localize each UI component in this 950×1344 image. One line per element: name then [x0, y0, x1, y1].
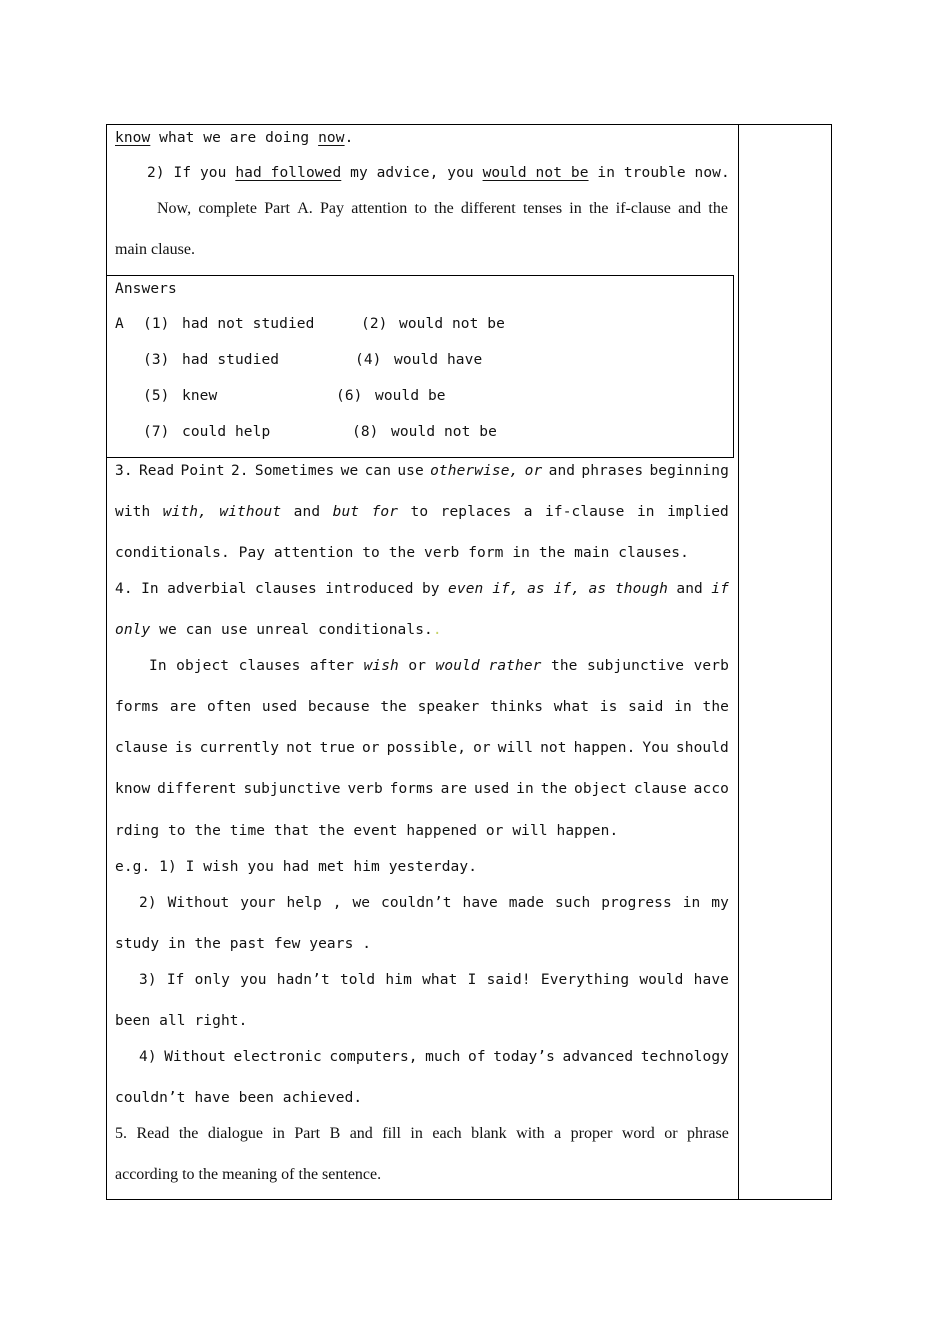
- example-2-line-2: study in the past few years .: [115, 936, 372, 952]
- word: Pay: [320, 200, 344, 217]
- example-1: e.g. 1) I wish you had met him yesterday.: [115, 859, 478, 875]
- word: have: [462, 895, 498, 911]
- word: with,: [162, 504, 207, 520]
- word: You: [642, 740, 669, 756]
- answer-num-6: (6): [336, 388, 363, 404]
- word: ,: [332, 895, 342, 911]
- word: In: [141, 581, 159, 597]
- word: 2): [139, 895, 157, 911]
- word: attention: [351, 200, 408, 217]
- word: we: [352, 895, 371, 911]
- word: often: [207, 699, 252, 715]
- word: beginning: [649, 463, 729, 479]
- word: for: [371, 504, 399, 520]
- instruction-line-1: [157, 200, 728, 218]
- word: couldn’t: [381, 895, 452, 911]
- word: even if,: [448, 581, 519, 597]
- word: as though: [588, 581, 668, 597]
- word: the: [380, 699, 407, 715]
- word: Everything: [540, 972, 630, 988]
- table-column-divider: [738, 124, 739, 1200]
- word: the: [540, 781, 568, 797]
- word: such: [554, 895, 591, 911]
- word: and: [293, 504, 321, 520]
- word: clauses: [238, 658, 301, 674]
- word: in: [516, 781, 534, 797]
- word: with: [516, 1125, 545, 1142]
- point4-para-line-2: [115, 698, 729, 716]
- word: verb: [693, 658, 729, 674]
- word: technology: [640, 1049, 729, 1065]
- word: today’s: [493, 1049, 556, 1065]
- word: object: [176, 658, 230, 674]
- word: used: [473, 781, 510, 797]
- word: as if,: [527, 581, 581, 597]
- word: after: [309, 658, 355, 674]
- answer-text-2: would not be: [399, 316, 505, 332]
- point4-line-1: [115, 580, 729, 598]
- word: speaker: [417, 699, 480, 715]
- word: electronic: [233, 1049, 322, 1065]
- word: Part: [294, 1125, 321, 1142]
- word: the: [702, 699, 729, 715]
- word: if-clause: [545, 504, 625, 520]
- word: him: [385, 972, 412, 988]
- word: 4.: [115, 581, 133, 597]
- word: in: [636, 504, 655, 520]
- word: phrases: [581, 463, 644, 479]
- point4-para-line-1: [149, 657, 729, 675]
- word: or: [473, 740, 491, 756]
- word: but: [332, 504, 360, 520]
- word: blank: [471, 1125, 507, 1142]
- word: Sometimes: [254, 463, 335, 479]
- word: word: [621, 1125, 655, 1142]
- example-2-line-1: [139, 894, 729, 912]
- answer-num-5: (5): [143, 388, 170, 404]
- word: proper: [570, 1125, 613, 1142]
- word: acco: [693, 781, 729, 797]
- word: subjunctive: [586, 658, 685, 674]
- word: used: [261, 699, 298, 715]
- example-4-line-1: [139, 1048, 729, 1066]
- answers-title: Answers: [115, 281, 177, 297]
- answer-text-5: knew: [182, 388, 218, 404]
- word: 2.: [230, 463, 249, 479]
- word: phrase: [687, 1125, 729, 1142]
- word: help: [286, 895, 322, 911]
- example-4-line-2: couldn’t have been achieved.: [115, 1090, 363, 1106]
- word: are: [440, 781, 468, 797]
- word: you: [240, 972, 267, 988]
- word: different: [460, 200, 516, 217]
- point3-line-2: [115, 503, 729, 521]
- answer-num-2: (2): [361, 316, 388, 332]
- word: if-clause: [615, 200, 671, 217]
- word: true: [319, 740, 355, 756]
- word: made: [508, 895, 545, 911]
- word: a: [554, 1125, 562, 1142]
- word: possible,: [386, 740, 467, 756]
- word: complete: [198, 200, 257, 217]
- word: your: [240, 895, 276, 911]
- word: and: [548, 463, 576, 479]
- word: currently: [199, 740, 280, 756]
- word: use: [397, 463, 424, 479]
- word: Without: [167, 895, 230, 911]
- example-3-line-1: [139, 971, 729, 989]
- word: clauses: [255, 581, 317, 597]
- word: replaces: [440, 504, 512, 520]
- word: with: [115, 504, 151, 520]
- word: in: [674, 699, 692, 715]
- answer-num-8: (8): [352, 424, 379, 440]
- point5-line-1: [115, 1125, 729, 1143]
- word: dialogue: [207, 1125, 263, 1142]
- word: In: [149, 658, 167, 674]
- word: or: [361, 740, 380, 756]
- point3-line-1: [115, 462, 729, 480]
- instruction-line-2: main clause.: [115, 241, 195, 258]
- word: If: [166, 972, 185, 988]
- word: in: [682, 895, 701, 911]
- answer-num-1: (1): [143, 316, 170, 332]
- word: of: [468, 1049, 486, 1065]
- word: said: [628, 699, 664, 715]
- word: or: [524, 463, 543, 479]
- word: to: [410, 504, 429, 520]
- word: Point: [180, 463, 225, 479]
- word: what: [422, 972, 458, 988]
- word: fill: [382, 1125, 401, 1142]
- answer-text-1: had not studied: [182, 316, 315, 332]
- word: advanced: [562, 1049, 634, 1065]
- word: Read: [136, 1125, 170, 1142]
- word: the: [178, 1125, 199, 1142]
- word: Read: [138, 463, 175, 479]
- word: would: [639, 972, 684, 988]
- word: and: [676, 581, 703, 597]
- word: tenses: [522, 200, 563, 217]
- point4-para-line-4: [115, 780, 729, 798]
- word: my: [711, 895, 729, 911]
- word: forms: [115, 699, 160, 715]
- word: the: [550, 658, 578, 674]
- word: the: [588, 200, 609, 217]
- word: and: [678, 200, 702, 217]
- word: happen.: [573, 740, 636, 756]
- word: will: [497, 740, 534, 756]
- word: I: [467, 972, 477, 988]
- point4-para-line-5: rding to the time that the event happened or will happen.: [115, 823, 619, 839]
- answer-num-7: (7): [143, 424, 170, 440]
- word: subjunctive: [243, 781, 341, 797]
- word: only: [194, 972, 230, 988]
- word: 3): [139, 972, 157, 988]
- word: we: [340, 463, 359, 479]
- word: can: [364, 463, 392, 479]
- word: or: [664, 1125, 678, 1142]
- word: by: [421, 581, 440, 597]
- word: thinks: [490, 699, 544, 715]
- word: computers,: [329, 1049, 418, 1065]
- word: each: [432, 1125, 462, 1142]
- word: in: [569, 200, 582, 217]
- word: a: [523, 504, 533, 520]
- word: because: [307, 699, 370, 715]
- word: without: [219, 504, 282, 520]
- word: the: [434, 200, 454, 217]
- point4-line-2: only we can use unreal conditionals..: [115, 622, 442, 638]
- word: Now,: [157, 200, 192, 217]
- word: or: [408, 658, 427, 674]
- word: 4): [139, 1049, 157, 1065]
- word: different: [157, 781, 237, 797]
- word: wish: [363, 658, 399, 674]
- answer-text-6: would be: [375, 388, 446, 404]
- word: would rather: [435, 658, 542, 674]
- point3-line-3: conditionals. Pay attention to the verb form in the main clauses.: [115, 545, 689, 561]
- answer-text-4: would have: [394, 352, 483, 368]
- word: adverbial: [167, 581, 247, 597]
- word: A.: [297, 200, 313, 217]
- word: hadn’t: [276, 972, 330, 988]
- word: progress: [601, 895, 672, 911]
- example-3-line-2: been all right.: [115, 1013, 248, 1029]
- word: verb: [347, 781, 383, 797]
- answer-text-3: had studied: [182, 352, 280, 368]
- word: said!: [486, 972, 531, 988]
- point4-para-line-3: [115, 739, 729, 757]
- word: have: [693, 972, 729, 988]
- word: is: [174, 740, 193, 756]
- word: not: [540, 740, 567, 756]
- answer-text-7: could help: [182, 424, 271, 440]
- word: object: [574, 781, 627, 797]
- point5-line-2: according to the meaning of the sentence.: [115, 1166, 382, 1183]
- intro-line-1: know what we are doing now.: [115, 130, 354, 146]
- word: implied: [667, 504, 729, 520]
- answers-label: A: [115, 316, 124, 332]
- word: know: [115, 781, 151, 797]
- answer-num-4: (4): [355, 352, 382, 368]
- word: 3.: [115, 463, 133, 479]
- word: are: [169, 699, 197, 715]
- word: clause: [115, 740, 168, 756]
- word: 5.: [115, 1125, 127, 1142]
- word: to: [414, 200, 427, 217]
- word: Without: [164, 1049, 226, 1065]
- intro-line-2: 2) If you had followed my advice, you would not be in trouble now.: [147, 165, 730, 181]
- answer-num-3: (3): [143, 352, 170, 368]
- word: the: [708, 200, 728, 217]
- word: Part: [264, 200, 290, 217]
- word: much: [425, 1049, 461, 1065]
- word: should: [675, 740, 729, 756]
- word: forms: [389, 781, 434, 797]
- word: told: [339, 972, 376, 988]
- word: what: [553, 699, 590, 715]
- word: introduced: [325, 581, 414, 597]
- answer-text-8: would not be: [391, 424, 497, 440]
- word: and: [349, 1125, 373, 1142]
- word: in: [410, 1125, 423, 1142]
- word: if: [711, 581, 729, 597]
- word: is: [599, 699, 618, 715]
- word: in: [272, 1125, 285, 1142]
- word: B: [329, 1125, 341, 1142]
- word: clause: [633, 781, 687, 797]
- word: not: [286, 740, 313, 756]
- word: otherwise,: [430, 463, 519, 479]
